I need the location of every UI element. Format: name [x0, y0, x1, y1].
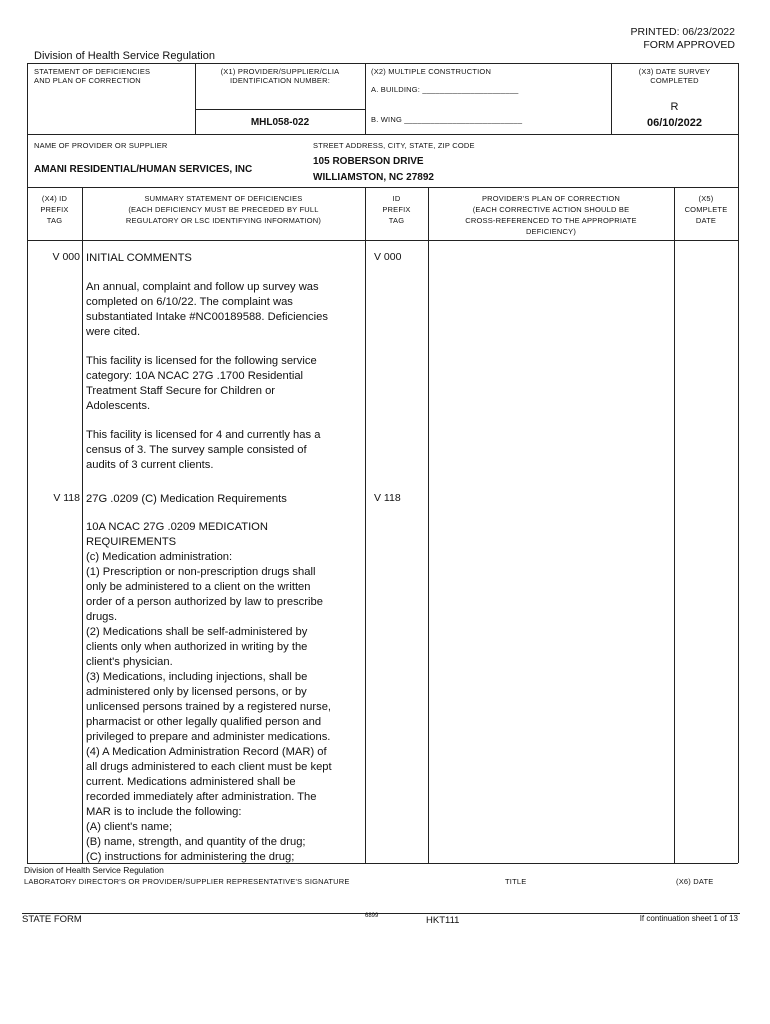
plan-header-line3: CROSS-REFERENCED TO THE APPROPRIATE	[465, 216, 637, 225]
text-line: category: 10A NCAC 27G .1700 Residential	[86, 370, 304, 382]
address-label: STREET ADDRESS, CITY, STATE, ZIP CODE	[313, 141, 475, 150]
statement-label-line2: AND PLAN OF CORRECTION	[34, 76, 141, 85]
x1-label-line2: IDENTIFICATION NUMBER:	[229, 76, 331, 85]
text-line: current. Medications administered shall be	[86, 776, 296, 788]
text-line: (2) Medications shall be self-administered by	[86, 626, 308, 638]
continuation-sheet: If continuation sheet 1 of 13	[639, 914, 738, 923]
paragraph-census	[86, 428, 320, 473]
x5-header	[674, 193, 738, 226]
text-line: client's physician.	[86, 656, 173, 668]
row-tag-v118: V 118	[53, 492, 80, 504]
text-line: (c) Medication administration:	[86, 551, 233, 563]
text-line: This facility is licensed for 4 and currently has a	[86, 429, 321, 441]
signature-label: LABORATORY DIRECTOR'S OR PROVIDER/SUPPLIER REPRESENTATIVE'S SIGNATURE	[24, 877, 350, 886]
text-line: administered only by licensed persons, or by	[86, 686, 307, 698]
form-number: 6899	[365, 913, 379, 919]
row-tag-v000: V 000	[52, 251, 80, 263]
x4-header-line3: TAG	[46, 216, 63, 225]
survey-code: R	[670, 101, 679, 113]
initial-comments-title: INITIAL COMMENTS	[86, 252, 192, 264]
statement-label	[34, 67, 150, 85]
x4-header-line1: (X4) ID	[41, 194, 68, 203]
text-line: privileged to prepare and administer medications.	[86, 731, 331, 743]
form-approved: FORM APPROVED	[643, 39, 735, 51]
summary-header-line2: (EACH DEFICIENCY MUST BE PRECEDED BY FULL	[128, 205, 319, 214]
text-line: completed on 6/10/22. The complaint was	[86, 296, 293, 308]
x1-label	[195, 67, 365, 85]
text-line: (1) Prescription or non-prescription drugs shall	[86, 566, 316, 578]
paragraph-license	[86, 354, 317, 414]
summary-header	[82, 193, 365, 226]
row-tag-v000-right: V 000	[374, 251, 402, 263]
id-header-line1: ID	[392, 194, 401, 203]
building-field: A. BUILDING: ______________________	[371, 85, 519, 94]
division-title: Division of Health Service Regulation	[34, 50, 215, 62]
id-header-line3: TAG	[388, 216, 405, 225]
wing-field: B. WING ___________________________	[371, 115, 523, 124]
provider-name-label: NAME OF PROVIDER OR SUPPLIER	[34, 141, 168, 150]
text-line: 10A NCAC 27G .0209 MEDICATION	[86, 521, 268, 533]
form-code: HKT111	[426, 915, 460, 926]
plan-header-line2: (EACH CORRECTIVE ACTION SHOULD BE	[472, 205, 630, 214]
text-line: (3) Medications, including injections, shall be	[86, 671, 308, 683]
id-header-line2: PREFIX	[382, 205, 411, 214]
x4-header	[27, 193, 82, 226]
text-line: were cited.	[86, 326, 141, 338]
text-line: (B) name, strength, and quantity of the drug;	[86, 836, 306, 848]
address-line1: 105 ROBERSON DRIVE	[313, 156, 424, 167]
text-line: Adolescents.	[86, 400, 151, 412]
text-line: recorded immediately after administration. The	[86, 791, 317, 803]
survey-date: 06/10/2022	[646, 117, 703, 129]
statement-label-line1: STATEMENT OF DEFICIENCIES	[34, 67, 151, 76]
id-header	[365, 193, 428, 226]
title-label: TITLE	[505, 877, 527, 886]
text-line: Treatment Staff Secure for Children or	[86, 385, 276, 397]
x2-label: (X2) MULTIPLE CONSTRUCTION	[371, 67, 492, 76]
paragraph-regulation	[86, 520, 332, 865]
address-line2: WILLIAMSTON, NC 27892	[313, 172, 434, 183]
plan-header-line1: PROVIDER'S PLAN OF CORRECTION	[481, 194, 621, 203]
printed-date: PRINTED: 06/23/2022	[630, 26, 735, 38]
text-line: This facility is licensed for the following service	[86, 355, 317, 367]
text-line: unlicensed persons trained by a registered nurse,	[86, 701, 332, 713]
medication-requirements-title: 27G .0209 (C) Medication Requirements	[86, 493, 287, 505]
text-line: (4) A Medication Administration Record (MAR) of	[86, 746, 327, 758]
footer-division: Division of Health Service Regulation	[24, 865, 164, 875]
state-form-label: STATE FORM	[22, 914, 82, 925]
row-tag-v118-right: V 118	[374, 492, 401, 504]
x5-header-line1: (X5)	[698, 194, 714, 203]
summary-header-line1: SUMMARY STATEMENT OF DEFICIENCIES	[144, 194, 303, 203]
text-line: only be administered to a client on the written	[86, 581, 311, 593]
x1-label-line1: (X1) PROVIDER/SUPPLIER/CLIA	[220, 67, 340, 76]
text-line: MAR is to include the following:	[86, 806, 242, 818]
plan-header	[428, 193, 674, 237]
paragraph-survey	[86, 280, 328, 340]
x6-date-label: (X6) DATE	[676, 877, 714, 886]
text-line: all drugs administered to each client must be kept	[86, 761, 332, 773]
x3-label	[611, 67, 738, 85]
text-line: order of a person authorized by law to prescribe	[86, 596, 323, 608]
provider-id-number: MHL058-022	[250, 117, 310, 128]
text-line: audits of 3 current clients.	[86, 459, 214, 471]
text-line: census of 3. The survey sample consisted of	[86, 444, 307, 456]
text-line: (C) instructions for administering the drug;	[86, 851, 295, 863]
x3-label-line2: COMPLETED	[650, 76, 699, 85]
x5-header-line3: DATE	[695, 216, 717, 225]
x4-header-line2: PREFIX	[40, 205, 69, 214]
text-line: REQUIREMENTS	[86, 536, 177, 548]
plan-header-line4: DEFICIENCY)	[525, 227, 577, 236]
x3-label-line1: (X3) DATE SURVEY	[638, 67, 711, 76]
text-line: substantiated Intake #NC00189588. Deficiencies	[86, 311, 328, 323]
text-line: drugs.	[86, 611, 118, 623]
text-line: clients only when authorized in writing by the	[86, 641, 308, 653]
provider-name: AMANI RESIDENTIAL/HUMAN SERVICES, INC	[34, 164, 253, 175]
x5-header-line2: COMPLETE	[684, 205, 728, 214]
text-line: An annual, complaint and follow up survey was	[86, 281, 319, 293]
text-line: (A) client's name;	[86, 821, 173, 833]
text-line: pharmacist or other legally qualified person and	[86, 716, 322, 728]
summary-header-line3: REGULATORY OR LSC IDENTIFYING INFORMATION)	[125, 216, 322, 225]
